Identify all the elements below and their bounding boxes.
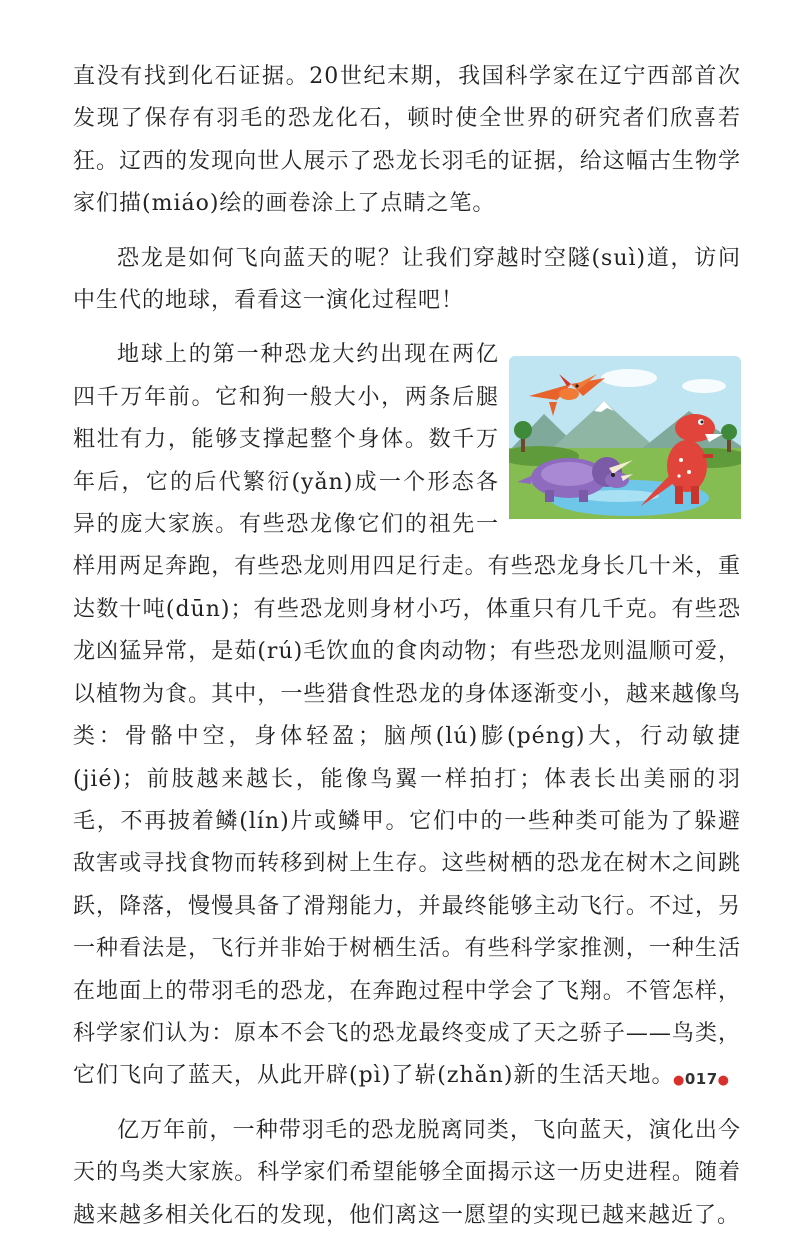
page-dot-left: ● (673, 1073, 685, 1088)
text-body (73, 56, 741, 1237)
paragraph-2: 恐龙是如何飞向蓝天的呢？让我们穿越时空隧(suì)道，访问中生代的地球，看看这一演化过程吧！ (73, 245, 741, 314)
paragraph-1: 直没有找到化石证据。20世纪末期，我国科学家在辽宁西部首次发现了保存有羽毛的恐龙化石，顿时使全世界的研究者们欣喜若狂。辽西的发现向世人展示了恐龙长羽毛的证据，给这幅古生物学家们描(miáo)绘的画卷涂上了点睛之笔。 (73, 64, 741, 217)
paragraph-3: 地球上的第一种恐龙大约出现在两亿四千万年前。它和狗一般大小，两条后腿粗壮有力，能够支撑起整个身体。数千万年后，它的后代繁衍(yǎn)成一个形态各异的庞大家族。有些恐龙像它们的祖先一样用两足奔跑，有些恐龙则用四足行走。有些恐龙身长几十米，重达数十吨(dūn)；有些恐龙则身材小巧，体重只有几千克。有些恐龙凶猛异常，是茹(rú)毛饮血的食肉动物；有些恐龙则温顺可爱，以植物为食。其中，一些猎食性恐龙的身体逐渐变小，越来越像鸟类：骨骼中空，身体轻盈；脑颅(lú)膨(péng)大，行动敏捷(jié)；前肢越来越长，能像鸟翼一样拍打；体表长出美丽的羽毛，不再披着鳞(lín)片或鳞甲。它们中的一些种类可能为了躲避敌害或寻找食物而转移到树上生存。这些树栖的恐龙在树木之间跳跃，降落，慢慢具备了滑翔能力，并最终能够主动飞行。不过，另一种看法是，飞行并非始于树栖生活。有些科学家推测，一种生活在地面上的带羽毛的恐龙，在奔跑过程中学会了飞翔。不管怎样，科学家们认为：原本不会飞的恐龙最终变成了天之骄子——鸟类，它们飞向了蓝天，从此开辟(pì)了崭(zhǎn)新的生活天地。 (73, 342, 741, 1089)
wrapped-section (73, 334, 741, 1097)
page-number (673, 1070, 730, 1088)
page-dot-right: ● (717, 1073, 730, 1088)
dinosaur-illustration (509, 356, 741, 519)
paragraph-4: 亿万年前，一种带羽毛的恐龙脱离同类，飞向蓝天，演化出今天的鸟类大家族。科学家们希望能够全面揭示这一历史进程。随着越来越多相关化石的发现，他们离这一愿望的实现已越来越近了。 (73, 1117, 741, 1228)
page-number-text: 017 (684, 1070, 718, 1088)
